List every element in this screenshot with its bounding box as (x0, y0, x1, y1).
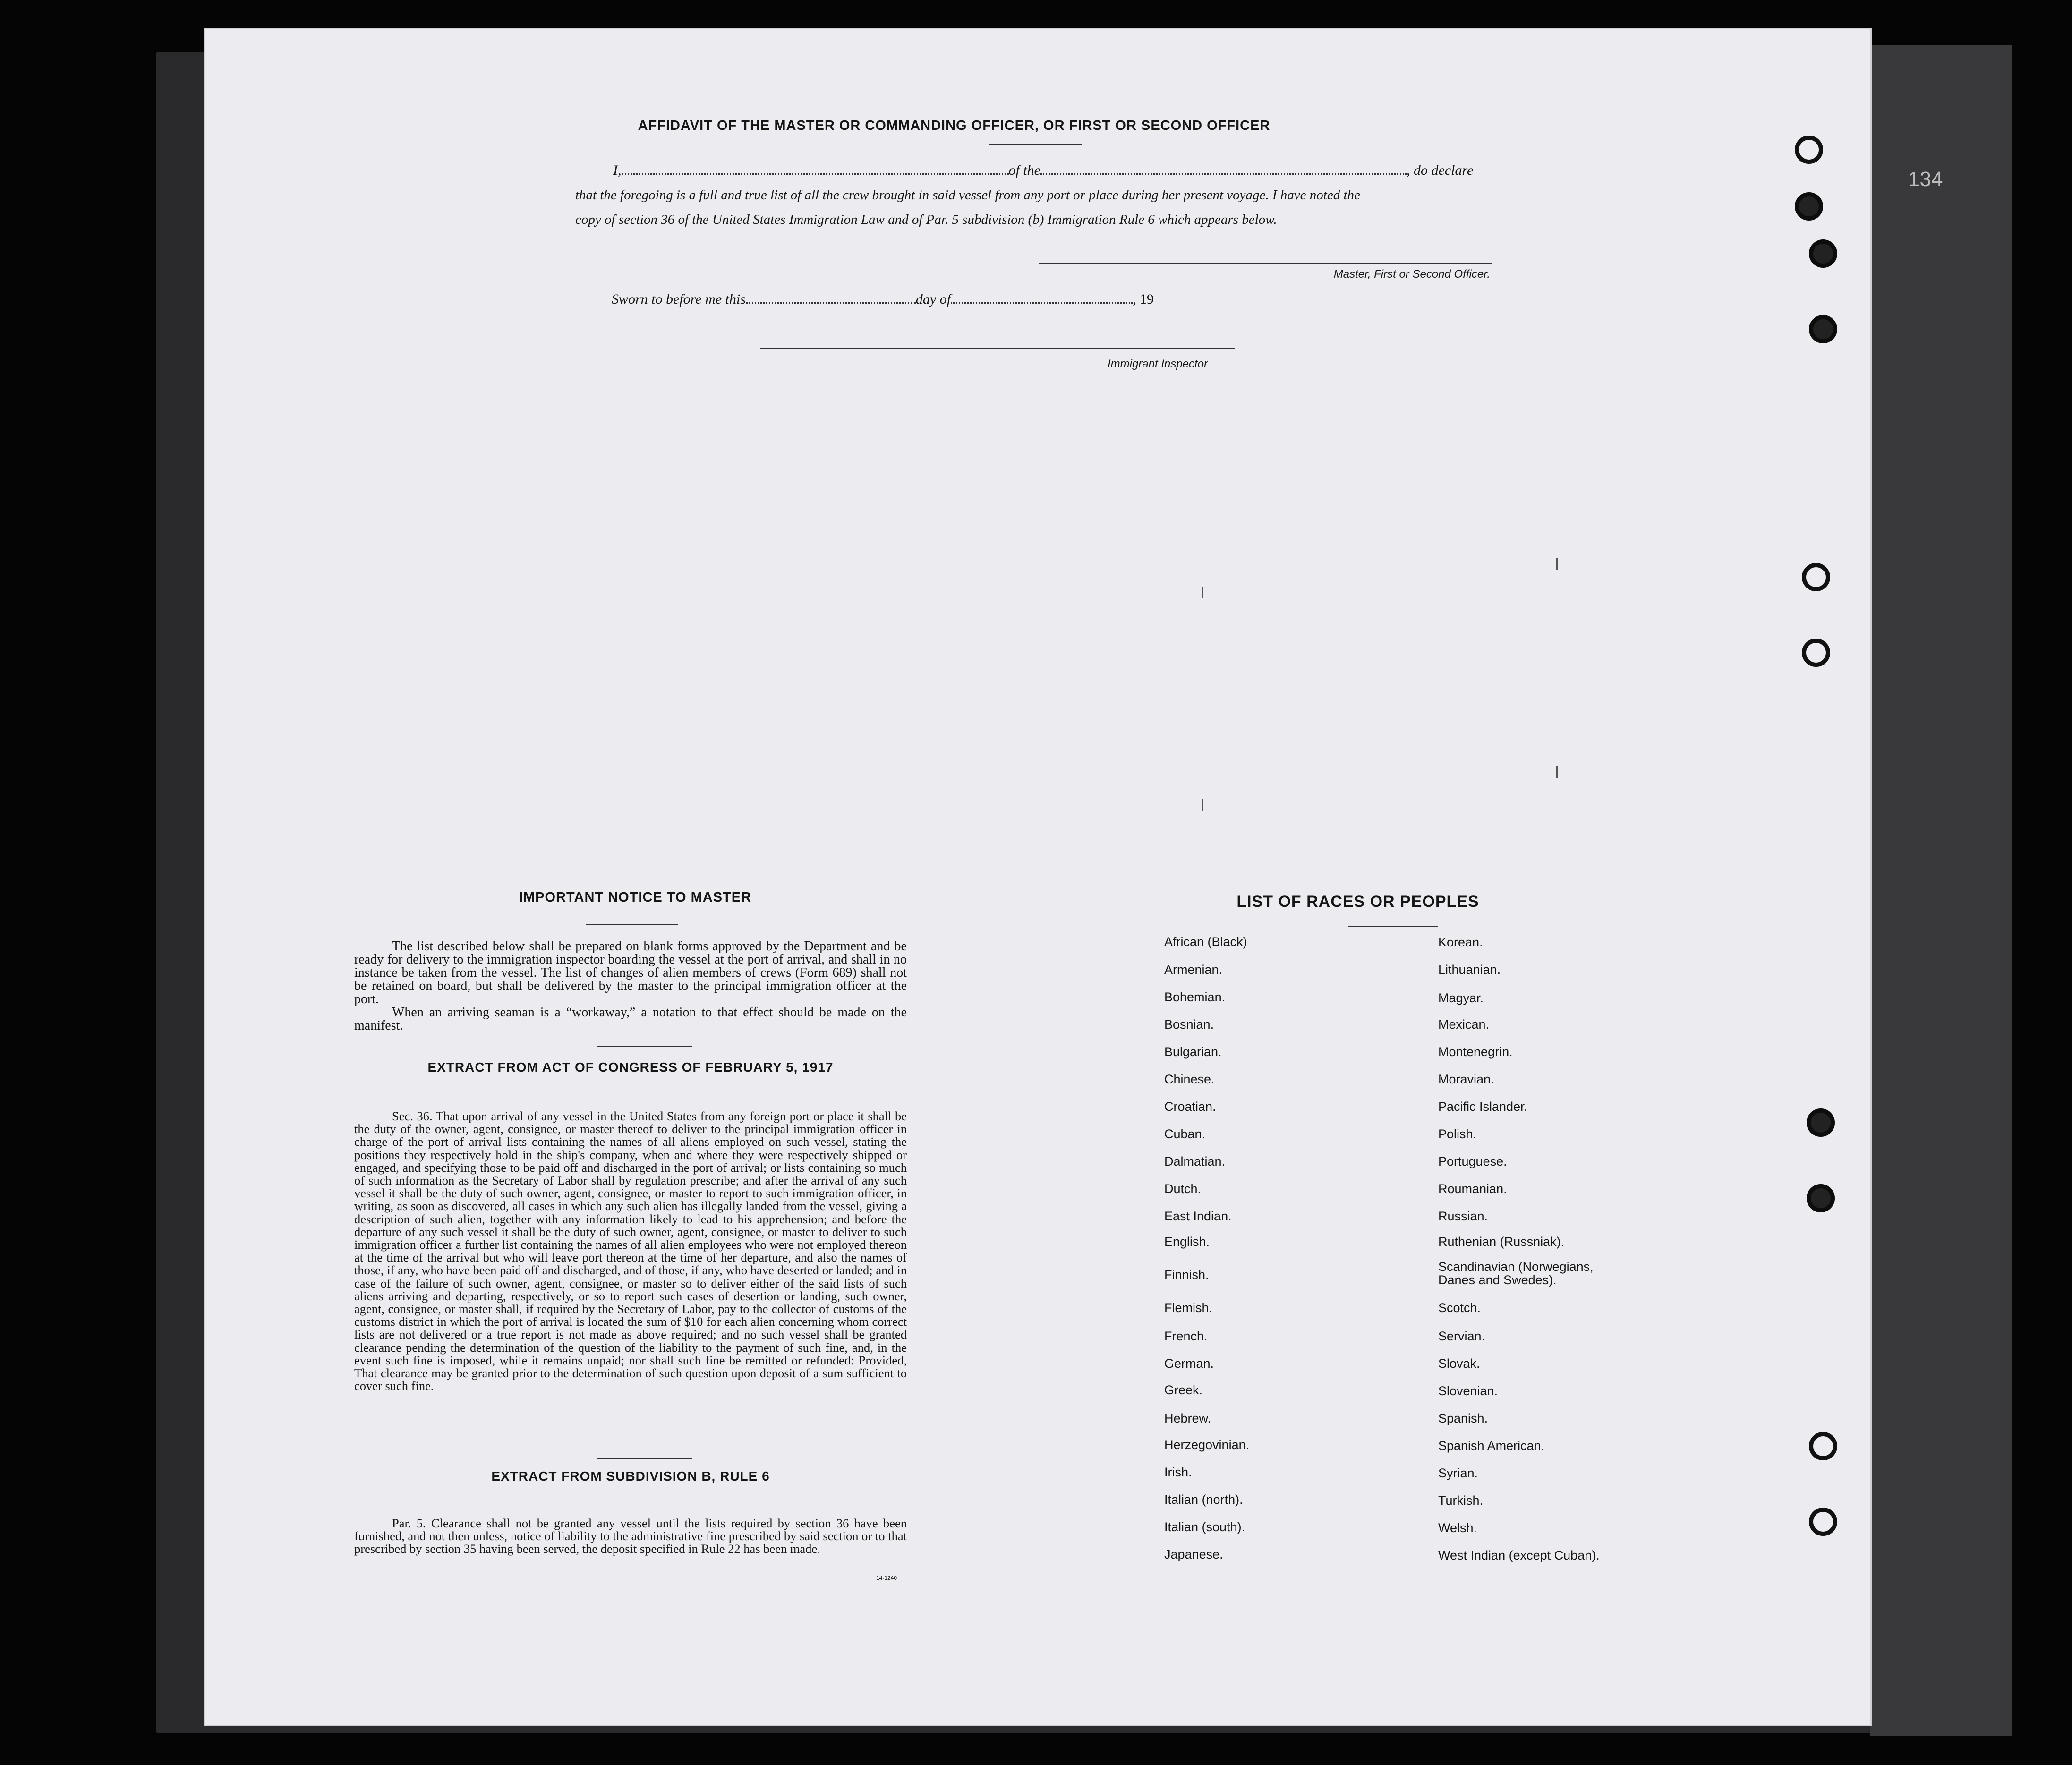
race-item: Dalmatian. (1164, 1154, 1226, 1168)
binding-edge (1870, 45, 2012, 1736)
race-item: Scotch. (1438, 1301, 1481, 1315)
sworn-month-field[interactable] (951, 302, 1133, 304)
affidavit-title: AFFIDAVIT OF THE MASTER OR COMMANDING OFFICER, OR FIRST OR SECOND OFFICER (638, 118, 1270, 133)
race-item: Slovak. (1438, 1356, 1480, 1371)
notice-title-rule (586, 924, 678, 925)
sworn-label: Sworn to before me this (612, 291, 746, 307)
extract-rule-body (354, 1517, 907, 1556)
race-item: Pacific Islander. (1438, 1100, 1528, 1114)
sworn-day-field[interactable] (746, 302, 916, 304)
do-declare-label: , do declare (1407, 162, 1474, 178)
notice-paragraph-1: The list described below shall be prepared on blank forms approved by the Department and be ready for delivery to the immigration inspector boarding the vessel at the port of arrival, and shall in no instance be taken from the vessel. The list of changes of alien members of crews (Form 689) shall not be retained on board, but shall be delivered by the master to the principal immigration officer at the port. (354, 939, 907, 1006)
race-item: Lithuanian. (1438, 963, 1501, 977)
notice-body (354, 940, 907, 1032)
i-label: I, (613, 162, 622, 178)
race-item: Roumanian. (1438, 1182, 1507, 1196)
race-item: Portuguese. (1438, 1154, 1507, 1168)
affidavit-line-3: copy of section 36 of the United States Immigration Law and of Par. 5 subdivision (b) Immigration Rule 6 which appears below. (575, 212, 1277, 227)
name-field[interactable] (622, 173, 1009, 175)
races-title-rule (1348, 926, 1438, 927)
race-item: Korean. (1438, 935, 1483, 949)
race-item: Greek. (1164, 1383, 1203, 1397)
inspector-label: Immigrant Inspector (1108, 358, 1208, 370)
race-item: Herzegovinian. (1164, 1438, 1250, 1452)
binder-hole (1802, 563, 1830, 591)
race-item: Turkish. (1438, 1493, 1484, 1508)
race-item: African (Black) (1164, 935, 1247, 949)
race-item: Magyar. (1438, 991, 1484, 1005)
race-item: West Indian (except Cuban). (1438, 1548, 1600, 1562)
race-item: Italian (south). (1164, 1520, 1245, 1534)
binder-hole (1795, 136, 1823, 164)
race-item: Syrian. (1438, 1466, 1478, 1480)
affidavit-line-2: that the foregoing is a full and true list of all the crew brought in said vessel from any port or place during her present voyage. I have noted the (575, 188, 1360, 203)
par-5-text: Par. 5. Clearance shall not be granted any vessel until the lists required by section 36 have been furnished, and not then unless, notice of liability to the administrative fine prescribed by said section or to that prescribed by section 35 having been served, the deposit specified in Rule 22 has been made. (354, 1516, 907, 1556)
race-item: German. (1164, 1356, 1214, 1371)
section-rule (597, 1046, 692, 1047)
inspector-signature-line (760, 348, 1235, 349)
race-item: Mexican. (1438, 1017, 1490, 1032)
race-item: Spanish. (1438, 1411, 1488, 1425)
show-through-mark (1556, 766, 1558, 778)
show-through-mark (1202, 799, 1203, 811)
binder-hole (1809, 1508, 1837, 1536)
race-item: Croatian. (1164, 1100, 1216, 1114)
binder-hole (1807, 1184, 1835, 1212)
race-item: Bosnian. (1164, 1017, 1214, 1032)
show-through-mark (1556, 558, 1558, 570)
race-item: Bohemian. (1164, 990, 1226, 1004)
extract-rule-title: EXTRACT FROM SUBDIVISION B, RULE 6 (491, 1469, 770, 1484)
affidavit-title-rule (989, 144, 1082, 145)
binder-hole (1809, 1432, 1837, 1460)
form-code: 14-1240 (876, 1575, 897, 1581)
race-item: East Indian. (1164, 1209, 1232, 1223)
show-through-mark (1202, 587, 1203, 598)
binder-hole (1809, 315, 1837, 343)
sworn-line (612, 291, 1154, 307)
race-item: Flemish. (1164, 1301, 1213, 1315)
page-number: 134 (1908, 168, 1943, 191)
day-of-label: day of (915, 291, 951, 307)
vessel-field[interactable] (1040, 173, 1407, 175)
affidavit-line-1 (575, 158, 1718, 183)
race-item: Montenegrin. (1438, 1045, 1513, 1059)
race-item: English. (1164, 1235, 1210, 1249)
binder-hole (1802, 639, 1830, 667)
master-signature-line (1039, 263, 1492, 264)
race-item: Chinese. (1164, 1072, 1215, 1086)
section-36-text: Sec. 36. That upon arrival of any vessel in the United States from any foreign port or place it shall be the duty of the owner, agent, consignee, or master thereof to deliver to the principal immigration officer in charge of the port of arrival lists containing the names of all aliens employed on such vessel, stating the positions they respectively hold in the ship's company, when and where they were respectively shipped or engaged, and specifying those to be paid off and discharged in the port of arrival; or lists containing so much of such information as the Secretary of Labor shall by regulation prescribe; and after the arrival of any such vessel it shall be the duty of such owner, agent, consignee, or master to report to such immigration officer, in writing, as soon as discovered, all cases in which any such alien has illegally landed from the vessel, giving a description of such alien, together with any information likely to lead to his apprehension; and before the departure of any such vessel it shall be the duty of such owner, agent, consignee, or master to deliver to such immigration officer a further list containing the names of all alien employees who were not employed thereon at the time of the arrival but who will leave port thereon at the time of her departure, and also the names of those, if any, who have been paid off and discharged, and of those, if any, who have deserted or landed; and in case of the failure of such owner, agent, consignee, or master so to deliver either of the said lists of such aliens arriving and departing, respectively, or so to report such cases of desertion or landing, such owner, agent, consignee, or master shall, if required by the Secretary of Labor, pay to the collector of customs of the customs district in which the port of arrival is located the sum of $10 for each alien concerning whom correct lists are not delivered or a true report is not made as above required; and no such vessel shall be granted clearance pending the determination of the question of the liability to the payment of such fine, and, in the event such fine is imposed, while it remains unpaid; nor shall such fine be remitted or refunded: Provided, That clearance may be granted prior to the determination of such question upon deposit of a sum sufficient to cover such fine. (354, 1109, 907, 1393)
race-item: Finnish. (1164, 1268, 1209, 1282)
notice-paragraph-2: When an arriving seaman is a “workaway,” a notation to that effect should be made on the manifest. (354, 1005, 907, 1033)
year-label: , 19 (1133, 291, 1154, 307)
binder-hole (1809, 239, 1837, 268)
notice-title: IMPORTANT NOTICE TO MASTER (519, 890, 752, 905)
race-item: Servian. (1438, 1329, 1485, 1343)
race-item: Irish. (1164, 1465, 1192, 1479)
races-title: LIST OF RACES OR PEOPLES (1236, 893, 1479, 911)
race-item: Polish. (1438, 1127, 1477, 1141)
race-item: Italian (north). (1164, 1492, 1243, 1507)
manifest-page (205, 29, 1870, 1725)
race-item: Scandinavian (Norwegians, Danes and Swedes). (1438, 1260, 1594, 1287)
race-item: Japanese. (1164, 1547, 1223, 1561)
binder-hole (1807, 1108, 1835, 1137)
race-item: Cuban. (1164, 1127, 1206, 1141)
binder-hole (1795, 192, 1823, 221)
race-item: Slovenian. (1438, 1384, 1498, 1398)
extract-act-body (354, 1110, 907, 1392)
race-item: Russian. (1438, 1209, 1488, 1223)
affidavit-declaration (575, 158, 1718, 232)
race-item: Hebrew. (1164, 1411, 1211, 1425)
race-item: Bulgarian. (1164, 1045, 1222, 1059)
race-item: Ruthenian (Russniak). (1438, 1235, 1565, 1249)
race-item: Moravian. (1438, 1072, 1494, 1086)
race-item: Dutch. (1164, 1182, 1202, 1196)
race-item: Welsh. (1438, 1521, 1477, 1535)
master-signature-label: Master, First or Second Officer. (1333, 268, 1490, 281)
extract-act-title: EXTRACT FROM ACT OF CONGRESS OF FEBRUARY 5, 1917 (427, 1060, 834, 1074)
of-the-label: of the (1008, 162, 1040, 178)
section-rule (597, 1458, 692, 1459)
race-item: Spanish American. (1438, 1439, 1545, 1453)
race-item: French. (1164, 1329, 1208, 1343)
race-item: Armenian. (1164, 963, 1223, 977)
